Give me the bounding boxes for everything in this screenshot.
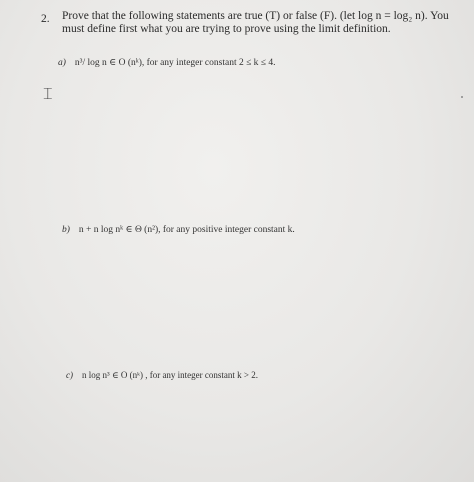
question-number: 2.: [41, 13, 50, 25]
part-b: [62, 224, 295, 235]
part-c-label: c): [66, 370, 73, 380]
part-b-statement: n + n log nᵏ ∈ Θ (n²), for any positive integer constant k.: [78, 225, 295, 235]
part-b-label: b): [62, 225, 70, 235]
page-speck: [461, 96, 463, 98]
part-a: [58, 57, 276, 68]
part-a-label: a): [58, 58, 66, 68]
text-cursor-icon: ⌶: [43, 84, 53, 103]
part-a-statement: n³/ log n ∈ O (nᵏ), for any integer constant 2 ≤ k ≤ 4.: [74, 58, 276, 68]
part-c-statement: n log n³ ∈ O (nᵏ) , for any integer constant k > 2.: [82, 370, 258, 380]
question-stem: Prove that the following statements are true (T) or false (F). (let log n = log₂ n). You must define first what you are trying to prove using the limit definition.: [62, 10, 449, 35]
part-c: [66, 370, 258, 381]
